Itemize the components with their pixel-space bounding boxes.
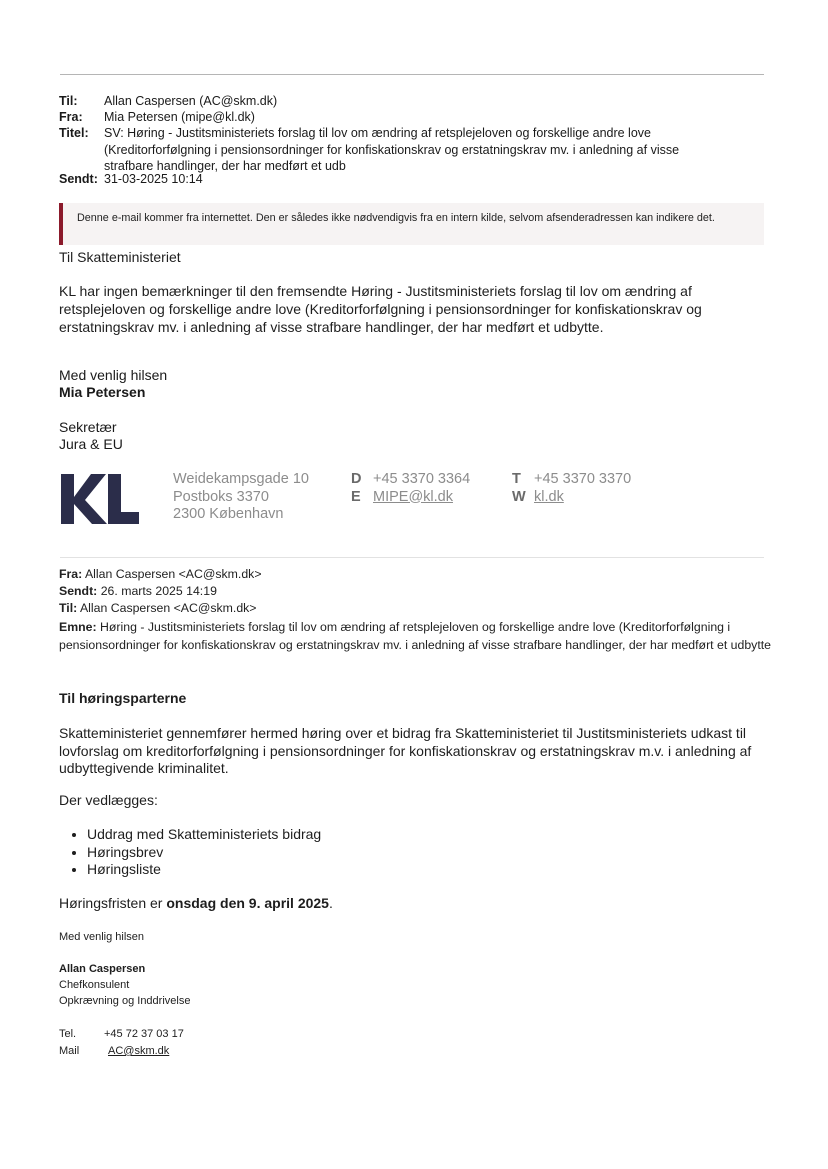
kl-d-label: D — [351, 471, 362, 487]
fwd-to-value: Allan Caspersen <AC@skm.dk> — [79, 601, 257, 615]
original-closing: Med venlig hilsen — [59, 931, 144, 943]
reply-greeting: Til Skatteministeriet — [59, 249, 181, 265]
kl-address-city: 2300 København — [173, 506, 284, 522]
fwd-sent-label: Sendt: — [59, 584, 98, 598]
kl-address-box: Postboks 3370 — [173, 488, 269, 505]
fwd-subject-value: Høring - Justitsministeriets forslag til lov om ændring af retsplejeloven og forskellige andre love (Kreditorforfølgning i pensionsordninger for konfiskationskrav og erstatningskrav mv. i anledning af visse strafbare handlinger, der har medført et udbytte — [59, 620, 772, 652]
kl-w-label: W — [512, 488, 526, 505]
tel-label: Tel. — [59, 1028, 77, 1040]
sent-label: Sendt: — [59, 172, 98, 186]
fwd-from-value: Allan Caspersen <AC@skm.dk> — [84, 567, 262, 581]
forward-from — [59, 566, 779, 584]
original-signature-name: Allan Caspersen — [59, 963, 146, 975]
reply-role: Sekretær — [59, 419, 117, 435]
forward-subject — [59, 619, 779, 654]
kl-contact-direct — [351, 471, 470, 506]
kl-main-phone: +45 3370 3370 — [534, 471, 632, 487]
top-divider — [60, 74, 764, 75]
deadline-prefix: Høringsfristen er — [59, 895, 167, 911]
from-value: Mia Petersen (mipe@kl.dk) — [104, 110, 255, 124]
fwd-subject-label: Emne: — [59, 620, 97, 634]
list-item: • Høringsbrev — [87, 844, 759, 862]
original-body: Skatteministeriet gennemfører hermed høring over et bidrag fra Skatteministeriet til Justitsministeriets udkast til lovforslag om kreditorforfølgning i pensionsordninger for konfiskationskrav og erstatningskrav m.v. i anledning af udbyttegivende kriminalitet. — [59, 725, 752, 776]
attachments-list — [59, 826, 759, 879]
deadline-suffix: . — [328, 895, 333, 911]
tel-value: +45 72 37 03 17 — [104, 1028, 184, 1040]
external-email-warning: Denne e-mail kommer fra internettet. Den er således ikke nødvendigvis fra en intern kilde, selvom afsenderadressen kan indikere det. — [59, 203, 764, 245]
attachments-intro: Der vedlægges: — [59, 792, 158, 808]
forward-to — [59, 600, 779, 618]
mail-label: Mail — [59, 1045, 80, 1057]
reply-body: KL har ingen bemærkninger til den fremsendte Høring - Justitsministeriets forslag til lov om ændring af retsplejeloven og forskellige andre love (Kreditorforfølgning i pensionsordninger for konfiskationskrav og erstatningskrav mv. i anledning af visse strafbare handlinger, der har medført et udbytte. — [59, 283, 702, 335]
to-value: Allan Caspersen (AC@skm.dk) — [104, 94, 278, 108]
reply-signature-name: Mia Petersen — [59, 384, 146, 400]
reply-dept: Jura & EU — [59, 436, 123, 452]
fwd-from-label: Fra: — [59, 567, 83, 581]
forward-divider — [60, 557, 764, 558]
deadline-line — [59, 895, 759, 913]
kl-t-label: T — [512, 471, 521, 487]
forward-sent — [59, 583, 779, 601]
kl-logo — [61, 474, 141, 524]
list-item: • Høringsliste — [87, 861, 759, 879]
original-dept: Opkrævning og Inddrivelse — [59, 995, 191, 1007]
kl-address — [173, 471, 309, 524]
kl-direct-phone: +45 3370 3364 — [373, 471, 471, 487]
deadline-date: onsdag den 9. april 2025 — [166, 895, 329, 911]
fwd-sent-value: 26. marts 2025 14:19 — [100, 584, 217, 598]
kl-email-link[interactable]: MIPE@kl.dk — [373, 488, 453, 505]
mail-link[interactable]: AC@skm.dk — [108, 1045, 170, 1057]
sent-value: 31-03-2025 10:14 — [104, 172, 203, 186]
from-label: Fra: — [59, 110, 83, 124]
title-value: SV: Høring - Justitsministeriets forslag til lov om ændring af retsplejeloven og forskellige andre love (Kreditorforfølgning i pensionsordninger for konfiskationskrav og erstatningskrav mv. i anledning af visse strafbare handlinger, der har medført et udb — [104, 126, 680, 173]
reply-closing: Med venlig hilsen — [59, 367, 168, 383]
fwd-to-label: Til: — [59, 601, 78, 615]
list-item: • Uddrag med Skatteministeriets bidrag — [87, 826, 759, 844]
title-label: Titel: — [59, 126, 89, 140]
kl-contact-main — [512, 471, 631, 506]
kl-web-link[interactable]: kl.dk — [534, 488, 564, 505]
kl-e-label: E — [351, 488, 361, 505]
original-heading: Til høringsparterne — [59, 690, 187, 706]
original-role: Chefkonsulent — [59, 979, 130, 991]
to-label: Til: — [59, 94, 78, 108]
kl-address-street: Weidekampsgade 10 — [173, 471, 309, 487]
